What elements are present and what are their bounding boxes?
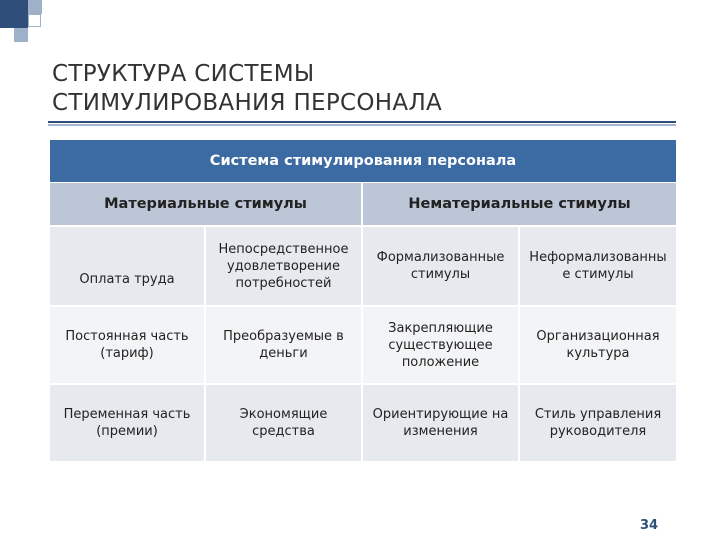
table-cell: Закрепляющие существующее положение [363,307,518,383]
page-title [52,60,652,118]
table-cell: Преобразуемые в деньги [206,307,361,383]
table-cell: Оплата труда [50,227,204,305]
table-cell: Ориентирующие на изменения [363,385,518,461]
page-title-line-1: СТРУКТУРА СИСТЕМЫ [52,61,315,87]
decor-square-dark [0,0,28,28]
group-header-nonmaterial: Нематериальные стимулы [363,183,676,225]
table-cell: Экономящие средства [206,385,361,461]
title-rule [48,121,676,123]
table-cell: Постоянная часть (тариф) [50,307,204,383]
table-cell: Переменная часть (премии) [50,385,204,461]
table-cell: Непосредственное удовлетворение потребностей [206,227,361,305]
page-number: 34 [640,518,659,533]
table-cell: Формализованные стимулы [363,227,518,305]
table-cell: Стиль управления руководителя [520,385,676,461]
table-cell: Неформализованны е стимулы [520,227,676,305]
decor-square-light [28,0,42,14]
group-header-material: Материальные стимулы [50,183,361,225]
table-cell: Организационная культура [520,307,676,383]
page-title-line-2: СТИМУЛИРОВАНИЯ ПЕРСОНАЛА [52,90,443,116]
decor-square-light [14,28,28,42]
table-main-header: Система стимулирования персонала [50,140,676,182]
title-rule-light [48,124,676,126]
decor-square-outline [28,14,41,27]
